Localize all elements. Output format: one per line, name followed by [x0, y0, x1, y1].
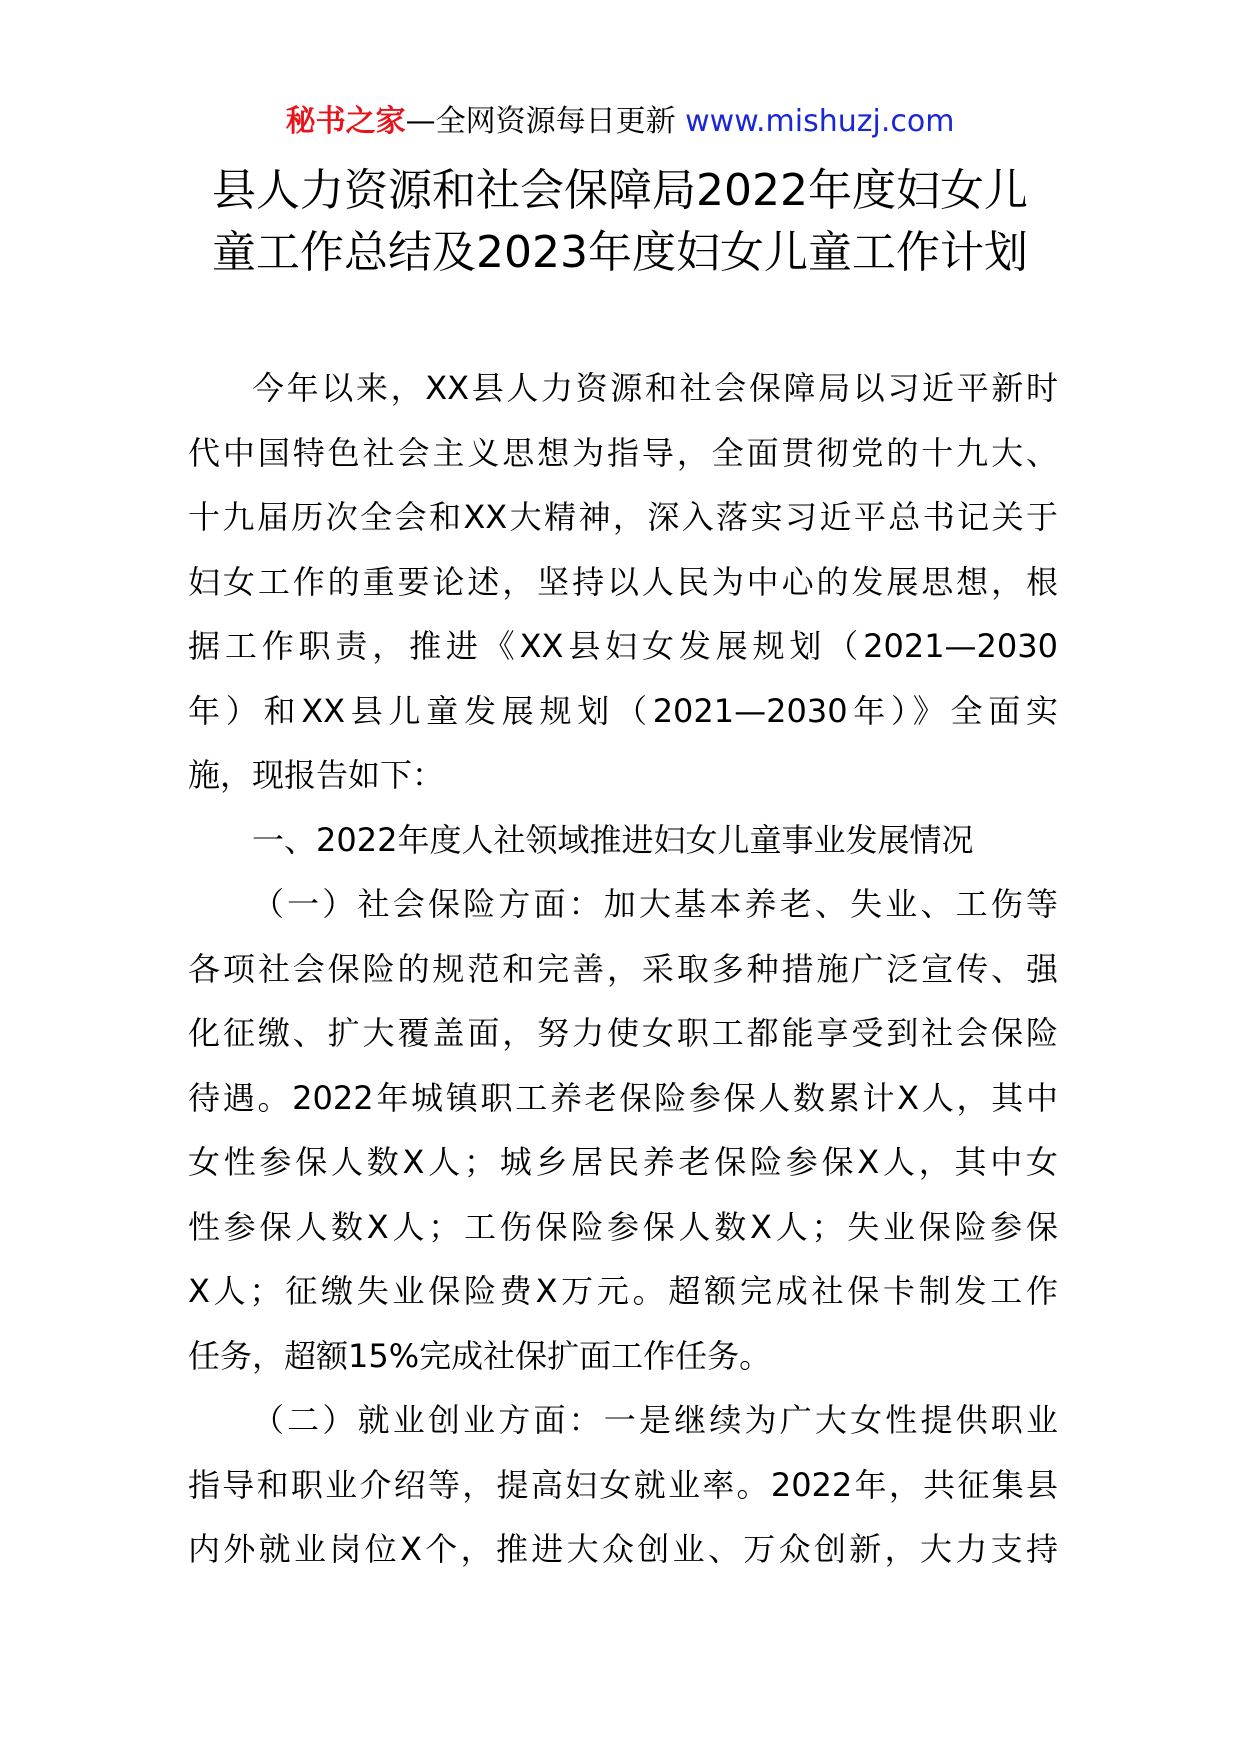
document-title-line: 童工作总结及2023年度妇女儿童工作计划	[212, 227, 1028, 278]
body-line: 据工作职责，推进《XX县妇女发展规划（2021—2030	[188, 627, 1058, 665]
body-line: 施，现报告如下：	[188, 756, 445, 794]
body-line: X人；征缴失业保险费X万元。超额完成社保卡制发工作	[188, 1272, 1058, 1310]
body-line: 内外就业岗位X个，推进大众创业、万众创新，大力支持	[188, 1530, 1058, 1568]
site-url-link[interactable]: www.mishuzj.com	[685, 104, 955, 139]
body-line: 今年以来，XX县人力资源和社会保障局以习近平新时	[252, 369, 1058, 407]
body-line: 性参保人数X人；工伤保险参保人数X人；失业保险参保	[188, 1207, 1058, 1246]
section-heading: 一、2022年度人社领域推进妇女儿童事业发展情况	[252, 820, 974, 859]
site-header	[0, 100, 1240, 144]
body-line: 各项社会保险的规范和完善，采取多种措施广泛宣传、强	[188, 949, 1058, 988]
body-line: 化征缴、扩大覆盖面，努力使女职工都能享受到社会保险	[188, 1014, 1058, 1052]
site-brand: 秘书之家	[285, 104, 406, 139]
body-line: 女性参保人数X人；城乡居民养老保险参保X人，其中女	[188, 1143, 1058, 1181]
document-title	[150, 160, 1090, 284]
document-title-line: 县人力资源和社会保障局2022年度妇女儿	[212, 165, 1028, 216]
document-body	[188, 356, 1058, 1582]
body-line: （一）社会保险方面：加大基本养老、失业、工伤等	[252, 885, 1058, 923]
body-line: 妇女工作的重要论述，坚持以人民为中心的发展思想，根	[188, 562, 1058, 601]
body-line: 十九届历次全会和XX大精神，深入落实习近平总书记关于	[188, 498, 1058, 536]
body-line: （二）就业创业方面：一是继续为广大女性提供职业	[252, 1401, 1058, 1439]
body-line: 待遇。2022年城镇职工养老保险参保人数累计X人，其中	[188, 1078, 1058, 1117]
body-line: 任务，超额15%完成社保扩面工作任务。	[188, 1336, 772, 1375]
body-line: 代中国特色社会主义思想为指导，全面贯彻党的十九大、	[188, 433, 1058, 472]
site-tagline: —全网资源每日更新	[405, 104, 676, 139]
body-line: 指导和职业介绍等，提高妇女就业率。2022年，共征集县	[188, 1465, 1058, 1504]
body-line: 年）和XX县儿童发展规划（2021—2030年）》全面实	[188, 691, 1058, 730]
